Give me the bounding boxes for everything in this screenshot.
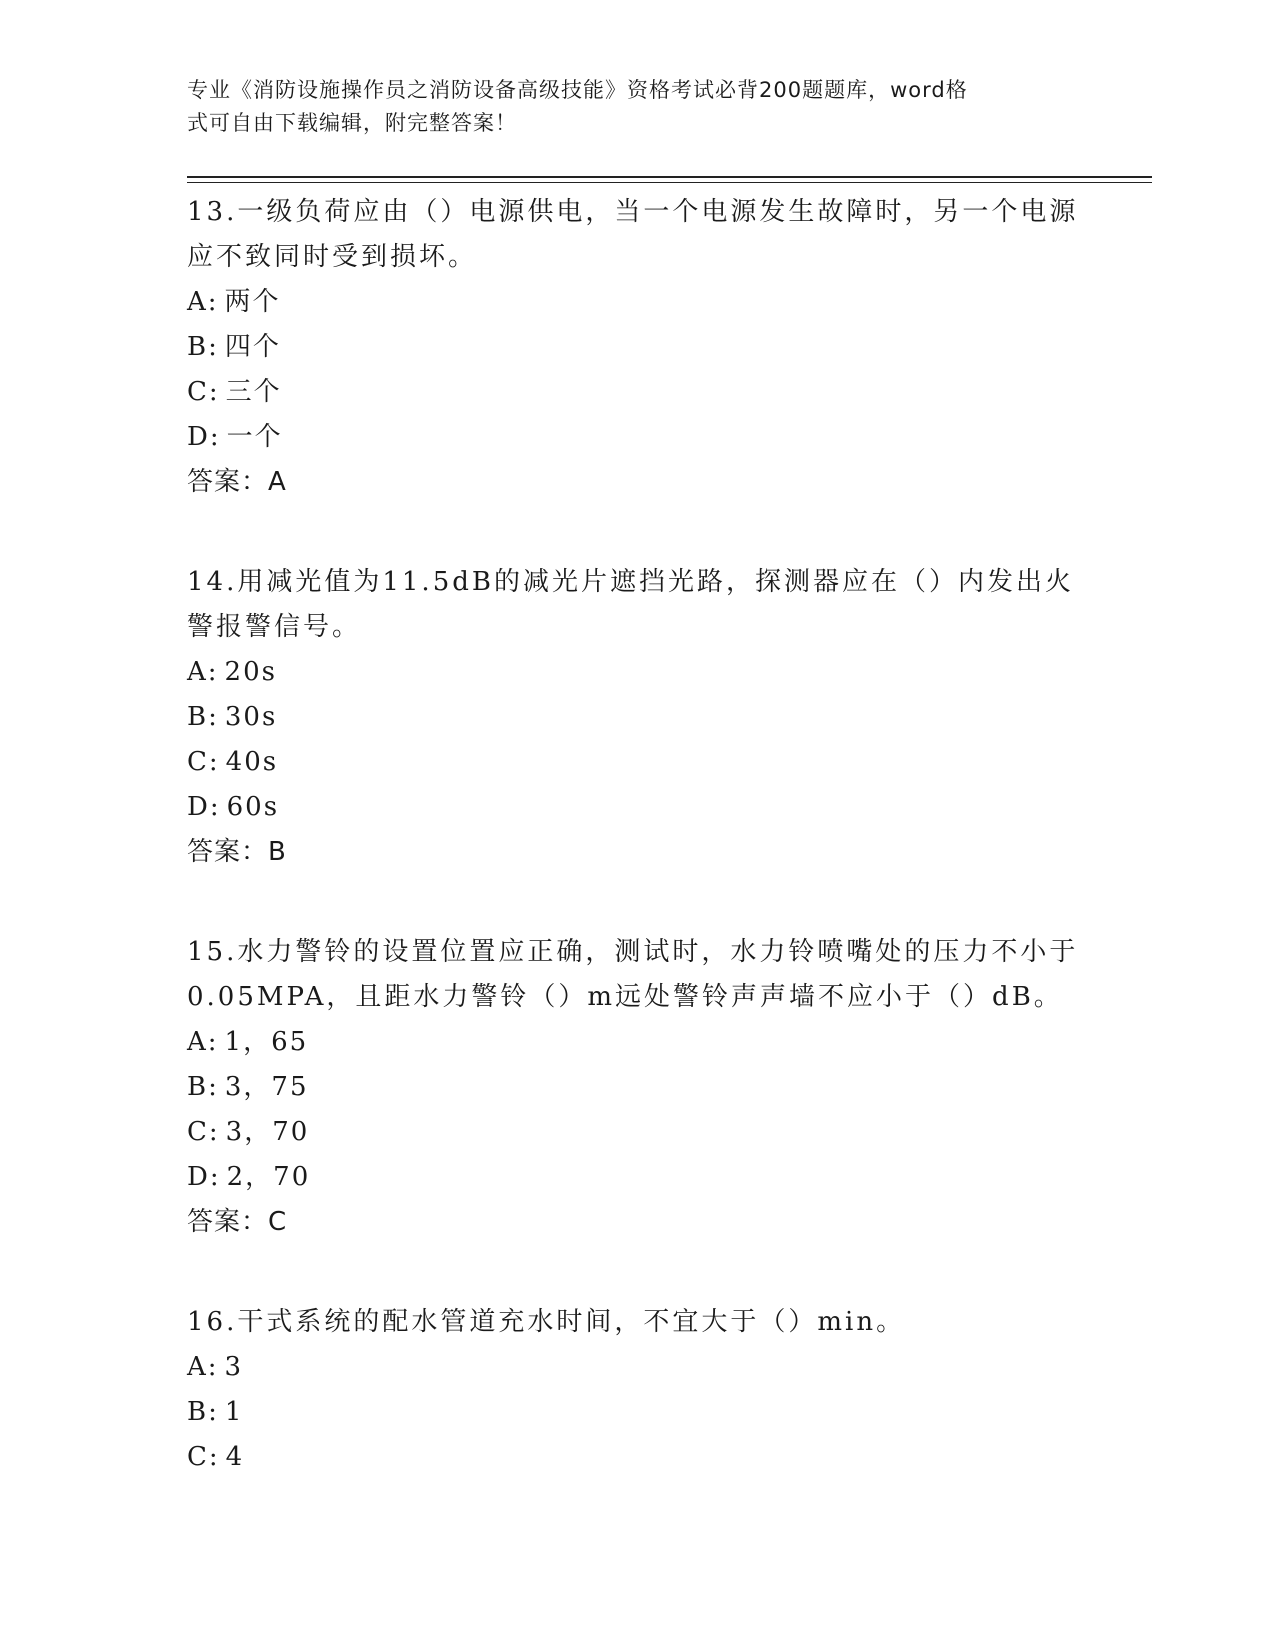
option-text: 1 [224, 1397, 244, 1427]
option-letter: D: [187, 792, 221, 822]
option-text: 3，75 [224, 1072, 309, 1102]
option-d [187, 415, 1087, 460]
option-letter: B: [187, 1072, 219, 1102]
question-13 [187, 190, 1087, 505]
question-16 [187, 1300, 1087, 1480]
option-letter: A: [187, 1352, 219, 1382]
option-text: 3 [224, 1352, 244, 1382]
answer-line: 答案：C [187, 1207, 288, 1237]
question-stem-line-1: 15.水力警铃的设置位置应正确，测试时，水力铃喷嘴处的压力不小于 [187, 937, 1079, 967]
option-text: 40s [225, 747, 279, 777]
option-letter: A: [187, 1027, 219, 1057]
question-15 [187, 930, 1087, 1245]
option-a [187, 650, 1087, 695]
question-stem-line-2: 0.05MPA，且距水力警铃（）m远处警铃声声墙不应小于（）dB。 [187, 982, 1063, 1012]
option-b [187, 1390, 1087, 1435]
option-letter: B: [187, 332, 219, 362]
question-stem-line-2: 警报警信号。 [187, 612, 362, 642]
option-c [187, 740, 1087, 785]
option-text: 30s [224, 702, 278, 732]
option-b [187, 1065, 1087, 1110]
option-letter: D: [187, 422, 221, 452]
question-stem-line-1: 14.用减光值为11.5dB的减光片遮挡光路，探测器应在（）内发出火 [187, 567, 1074, 597]
option-text: 4 [225, 1442, 245, 1472]
option-d [187, 785, 1087, 830]
option-c [187, 1435, 1087, 1480]
option-letter: C: [187, 747, 220, 777]
option-b [187, 695, 1087, 740]
option-letter: B: [187, 702, 219, 732]
option-letter: C: [187, 1442, 220, 1472]
option-a [187, 280, 1087, 325]
question-list [187, 190, 1087, 1535]
option-text: 一个 [226, 422, 283, 452]
option-text: 20s [224, 657, 277, 687]
option-text: 1，65 [224, 1027, 309, 1057]
option-c [187, 370, 1087, 415]
answer-line: 答案：B [187, 837, 287, 867]
option-text: 3，70 [225, 1117, 310, 1147]
option-text: 两个 [224, 287, 281, 317]
option-a [187, 1020, 1087, 1065]
question-stem-line-1: 13.一级负荷应由（）电源供电，当一个电源发生故障时，另一个电源 [187, 197, 1079, 227]
option-letter: B: [187, 1397, 219, 1427]
option-letter: A: [187, 287, 219, 317]
header-divider-thin [187, 182, 1152, 183]
option-letter: C: [187, 377, 220, 407]
option-text: 60s [226, 792, 280, 822]
option-text: 2，70 [226, 1162, 311, 1192]
option-letter: A: [187, 657, 219, 687]
question-stem-line-1: 16.干式系统的配水管道充水时间，不宜大于（）min。 [187, 1307, 906, 1337]
answer-line: 答案：A [187, 467, 287, 497]
question-14 [187, 560, 1087, 875]
header-line-1: 专业《消防设施操作员之消防设备高级技能》资格考试必背200题题库，word格 [187, 78, 968, 102]
header-divider-thick [187, 176, 1152, 178]
option-d [187, 1155, 1087, 1200]
option-c [187, 1110, 1087, 1155]
document-header [187, 74, 1067, 140]
question-stem-line-2: 应不致同时受到损坏。 [187, 242, 478, 272]
option-text: 四个 [224, 332, 281, 362]
option-a [187, 1345, 1087, 1390]
option-text: 三个 [225, 377, 282, 407]
option-letter: D: [187, 1162, 221, 1192]
option-b [187, 325, 1087, 370]
header-line-2: 式可自由下载编辑，附完整答案！ [187, 111, 517, 135]
option-letter: C: [187, 1117, 220, 1147]
